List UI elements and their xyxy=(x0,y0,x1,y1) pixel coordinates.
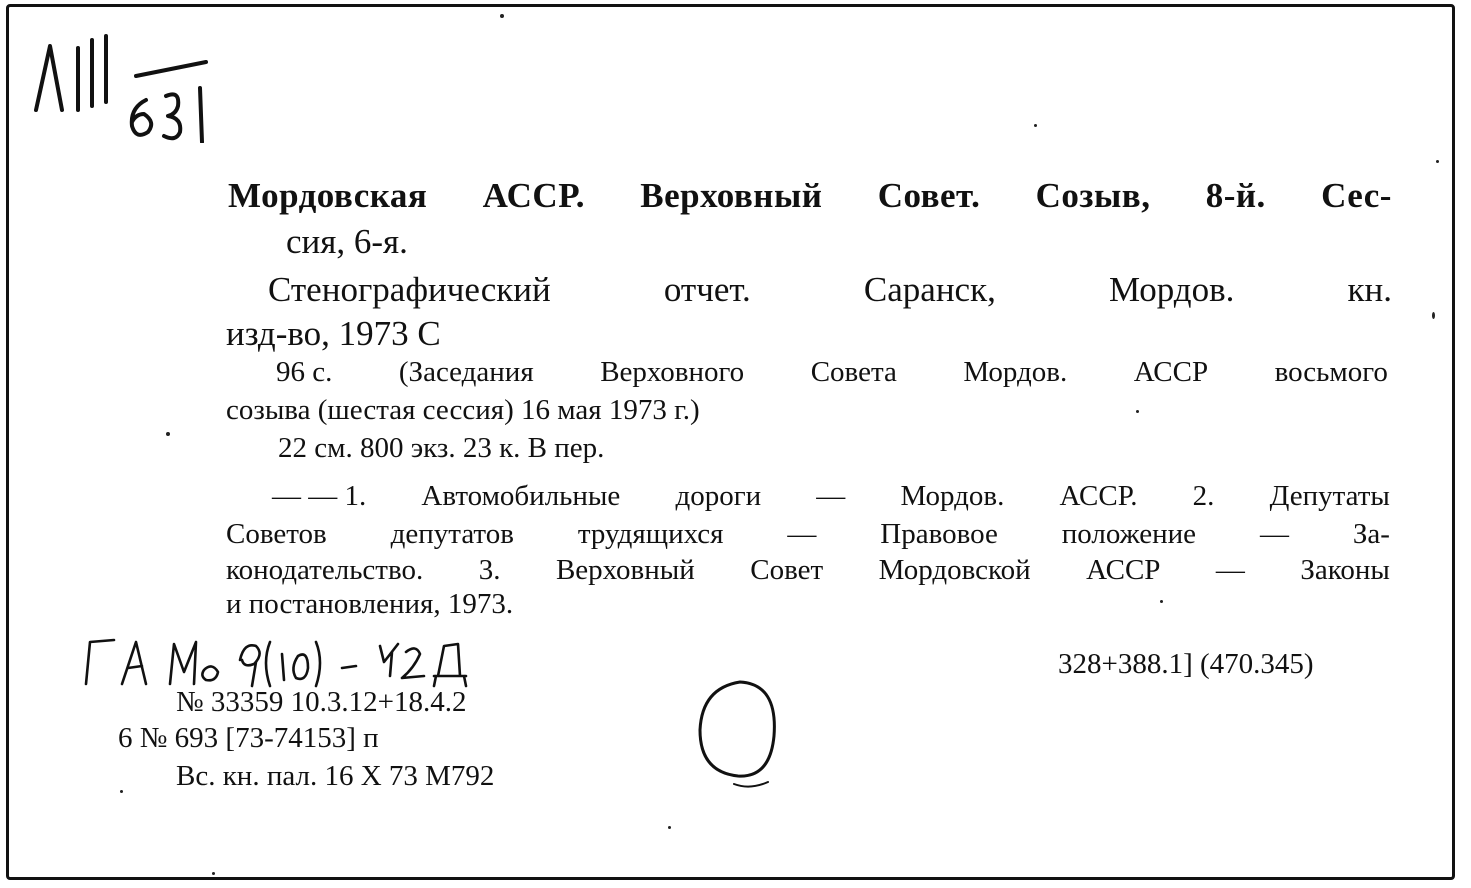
subject-word: Мордовской xyxy=(878,554,1031,586)
subject-word: — xyxy=(787,518,817,550)
collation-word: Совета xyxy=(810,356,897,388)
collation-line-3: 22 см. 800 экз. 23 к. В пер. xyxy=(278,432,605,464)
heading-word: Совет. xyxy=(877,176,981,215)
heading-word: АССР. xyxy=(482,176,585,215)
handwritten-shelf-code xyxy=(28,18,228,143)
subject-word: Совет xyxy=(750,554,824,586)
subject-word: АССР. xyxy=(1059,480,1138,512)
heading-word: Сес- xyxy=(1321,176,1392,215)
subjects-line-4: и постановления, 1973. xyxy=(226,588,514,620)
title-word: отчет. xyxy=(663,270,751,309)
collation-word: АССР xyxy=(1133,356,1209,388)
print-speck xyxy=(1160,600,1163,603)
handwritten-archive-code xyxy=(80,632,520,692)
subject-word: Депутаты xyxy=(1269,480,1390,512)
book-chamber-line: Вс. кн. пал. 16 Х 73 М792 xyxy=(176,760,495,792)
classification-index: 328+388.1] (470.345) xyxy=(1058,648,1314,680)
collation-word: Мордов. xyxy=(963,356,1068,388)
title-word: Саранск, xyxy=(863,270,996,309)
title-line-1 xyxy=(268,270,1392,310)
title-word: Стенографический xyxy=(268,270,551,309)
print-speck xyxy=(212,872,215,875)
heading-word: Созыв, xyxy=(1035,176,1151,215)
subject-word: дороги xyxy=(675,480,762,512)
collation-line-1 xyxy=(276,356,1388,389)
handwritten-archive-drawing xyxy=(80,632,520,692)
circle-drawing xyxy=(690,674,790,794)
subject-word: Советов xyxy=(226,518,327,550)
subject-word: депутатов xyxy=(390,518,514,550)
subject-word: — xyxy=(816,480,846,512)
heading-word: 8-й. xyxy=(1205,176,1266,215)
subject-word: Мордов. xyxy=(900,480,1005,512)
title-word: Мордов. xyxy=(1108,270,1235,309)
print-speck xyxy=(1436,160,1439,163)
subject-word: Законы xyxy=(1300,554,1390,586)
print-speck xyxy=(500,14,504,18)
collation-word: Верховного xyxy=(600,356,745,388)
subject-word: Правовое xyxy=(880,518,998,550)
subject-word: — xyxy=(1215,554,1245,586)
subject-word: трудящихся xyxy=(577,518,724,550)
print-speck xyxy=(1432,312,1435,319)
subject-word: положение xyxy=(1061,518,1197,550)
collation-word: 96 с. xyxy=(276,356,333,388)
subjects-line-1 xyxy=(272,480,1390,513)
subject-word: — — 1. xyxy=(272,480,367,512)
subject-word: Автомобильные xyxy=(421,480,621,512)
book-chamber-number: 6 № 693 [73-74153] п xyxy=(118,722,379,754)
print-speck xyxy=(120,790,123,793)
subject-word: — xyxy=(1259,518,1289,550)
print-speck xyxy=(668,826,671,829)
title-word: кн. xyxy=(1347,270,1392,309)
subjects-line-3 xyxy=(226,554,1390,587)
registry-number: № 33359 10.3.12+18.4.2 xyxy=(176,686,467,718)
heading-line-1 xyxy=(228,176,1392,216)
heading-word: Мордовская xyxy=(228,176,428,215)
heading-line-2: сия, 6-я. xyxy=(286,222,408,261)
collation-word: восьмого xyxy=(1274,356,1388,388)
collation-line-2: созыва (шестая сессия) 16 мая 1973 г.) xyxy=(226,394,700,426)
collation-word: (Заседания xyxy=(398,356,534,388)
title-line-2: изд-во, 1973 С xyxy=(226,314,441,353)
print-speck xyxy=(166,432,170,436)
subject-word: 3. xyxy=(478,554,501,586)
subject-word: конодательство. xyxy=(226,554,424,586)
subject-word: 2. xyxy=(1192,480,1215,512)
subjects-line-2 xyxy=(226,518,1390,551)
subject-word: Верховный xyxy=(555,554,695,586)
print-speck xyxy=(1136,410,1139,413)
hand-drawn-circle xyxy=(690,674,790,794)
print-speck xyxy=(1034,124,1037,127)
subject-word: АССР xyxy=(1086,554,1161,586)
handwritten-code-drawing xyxy=(28,18,228,143)
heading-word: Верховный xyxy=(640,176,823,215)
subject-word: За- xyxy=(1352,518,1390,550)
